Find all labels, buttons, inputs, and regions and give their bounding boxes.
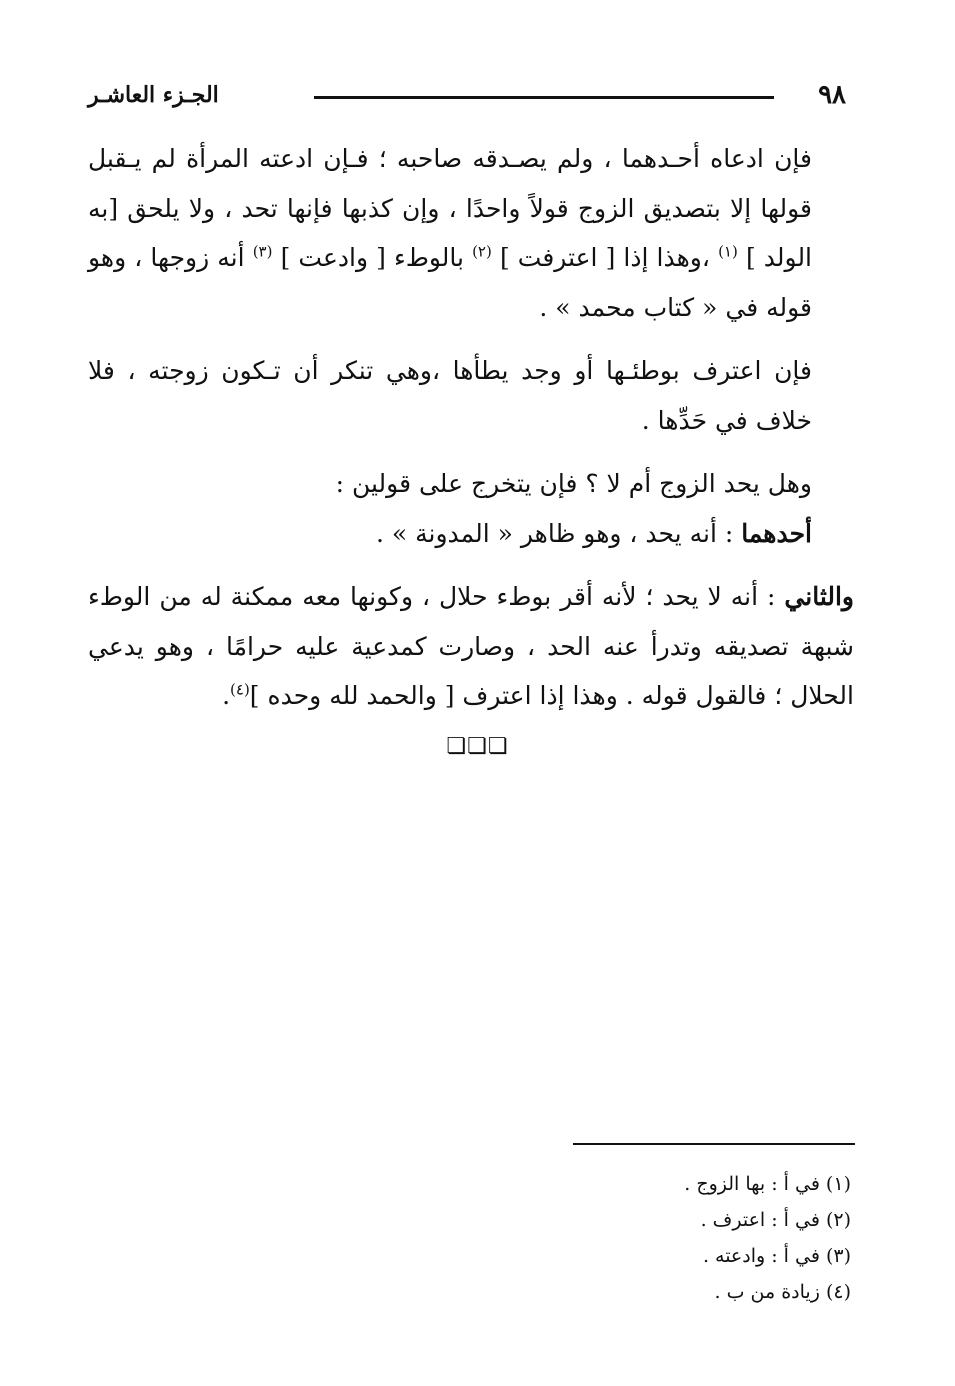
running-head: الجـزء العاشـر [88, 82, 219, 108]
footnote-2: (٢) في أ : اعترف . [700, 1209, 851, 1231]
footnote-ref-2: (٢) [472, 242, 492, 261]
paragraph-1 [88, 134, 854, 332]
page-number: ٩٨ [818, 80, 846, 110]
page-header [88, 80, 858, 120]
paragraph-5-label: والثاني [784, 582, 854, 611]
paragraph-5-text: : أنه لا يحد ؛ لأنه أقر بوطء حلال ، وكونها معه ممكنة له من الوطء شبهة تصديقه وتدرأ عنه الحد ، وصارت كمدعية عليه حرامًا ، وهو يدعي الحلال ؛ فالقول قوله . وهذا إذا اعترف [ والحمد لله وحده ] [88, 582, 854, 710]
paragraph-1-part-a: فإن ادعاه أحـدهما ، ولم يصـدقه صاحبه ؛ فـإن ادعته المرأة لم يـقبل قولها إلا بتصديق الزوج قولاً واحدًا ، وإن كذبها فإنها تحد ، ولا يلحق [به الولد ] [88, 144, 813, 272]
footnote-ref-1: (١) [718, 242, 738, 261]
footnote-ref-4: (٤) [230, 680, 250, 699]
paragraph-3: وهل يحد الزوج أم لا ؟ فإن يتخرج على قولين : [335, 469, 812, 498]
paragraph-4 [88, 509, 854, 559]
footnote-1: (١) في أ : بها الزوج . [684, 1173, 851, 1195]
footnotes [251, 1166, 851, 1310]
footnote-4: (٤) زيادة من ب . [714, 1281, 851, 1303]
paragraph-1-part-d: أنه زوجها ، وهو قوله في « كتاب محمد » . [88, 243, 812, 322]
section-end-mark: ❏❏❏ [446, 734, 509, 759]
paragraph-4-label: أحدهما [741, 518, 812, 548]
paragraph-2: فإن اعترف بوطئـها أو وجد يطأها ،وهي تنكر أن تـكون زوجته ، فلا خلاف في حَدِّها . [88, 356, 812, 435]
footnote-ref-3: (٣) [252, 242, 273, 261]
header-rule [314, 96, 774, 99]
paragraph-5 [88, 572, 854, 721]
paragraph-1-part-b: ،وهذا إذا [ اعترفت ] [491, 243, 719, 272]
footnote-3: (٣) في أ : وادعته . [702, 1245, 851, 1267]
footnote-rule [573, 1143, 855, 1145]
paragraph-4-text: : أنه يحد ، وهو ظاهر « المدونة » . [375, 518, 742, 548]
paragraph-5-end: . [222, 681, 231, 710]
paragraph-1-part-c: بالوطء [ وادعت ] [272, 243, 473, 272]
main-text [88, 134, 854, 721]
